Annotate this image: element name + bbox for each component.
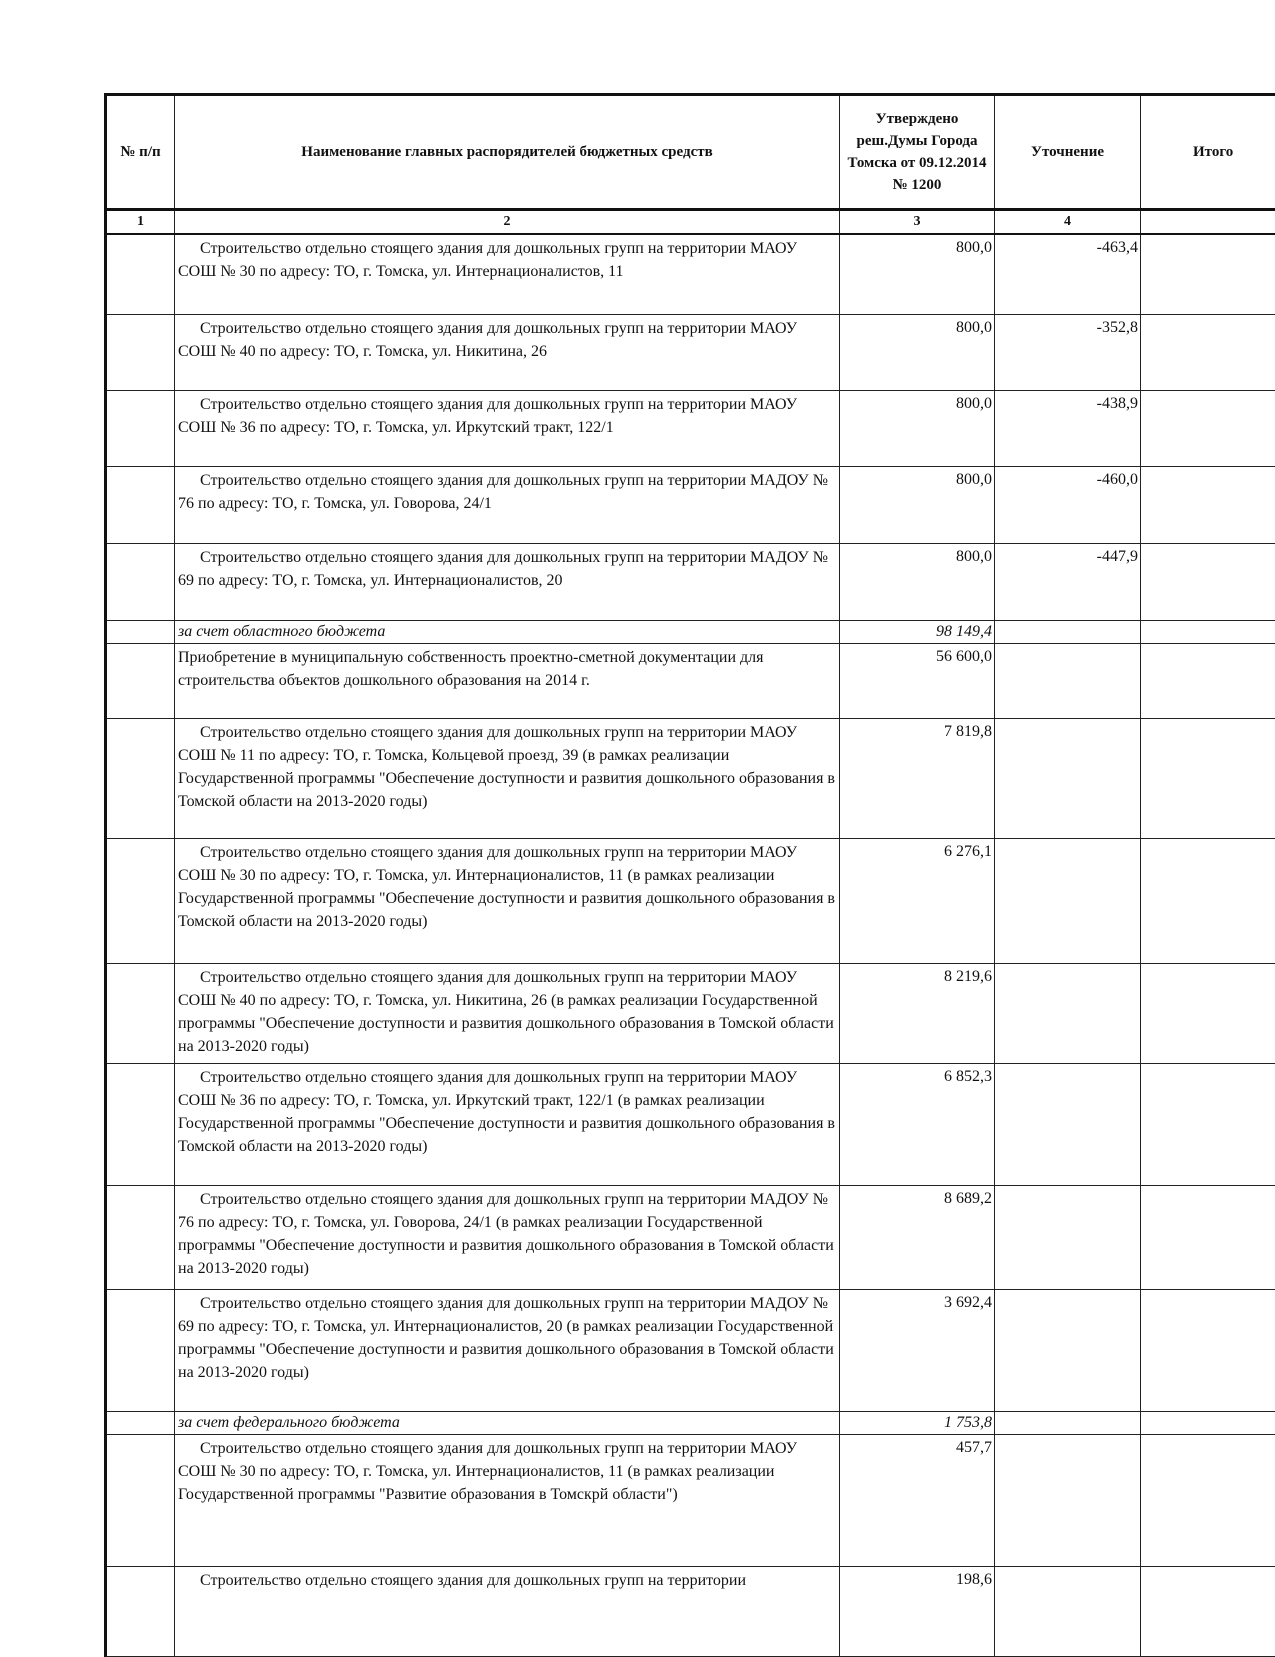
table-row <box>106 1567 1275 1657</box>
row-total-cell <box>1141 315 1275 391</box>
row-name-cell: Строительство отдельно стоящего здания для дошкольных групп на территории МАОУ СОШ № 40 по адресу: ТО, г. Томска, ул. Никитина, 26 <box>175 315 840 391</box>
row-approved-cell: 8 689,2 <box>840 1186 995 1290</box>
row-name-cell: Строительство отдельно стоящего здания для дошкольных групп на территории МАОУ СОШ № 36 по адресу: ТО, г. Томска, ул. Иркутский тракт, 122/1 (в рамках реализации Государственной программы "Обеспечение доступности и развития дошкольного образования в Томской области на 2013-2020 годы) <box>175 1064 840 1186</box>
table-row <box>106 391 1275 467</box>
table-row <box>106 315 1275 391</box>
table-body <box>106 234 1275 1657</box>
row-total-cell <box>1141 1435 1275 1567</box>
row-total-cell <box>1141 964 1275 1064</box>
row-name-cell: Строительство отдельно стоящего здания для дошкольных групп на территории МАОУ СОШ № 40 по адресу: ТО, г. Томска, ул. Никитина, 26 (в рамках реализации Государственной программы "Обеспечение доступности и развития дошкольного образования в Томской области на 2013-2020 годы) <box>175 964 840 1064</box>
row-number-cell <box>106 644 175 719</box>
row-approved-cell: 800,0 <box>840 544 995 621</box>
col-num-4: 4 <box>995 210 1141 234</box>
row-name-cell: Строительство отдельно стоящего здания для дошкольных групп на территории МАОУ СОШ № 30 по адресу: ТО, г. Томска, ул. Интернационалистов, 11 (в рамках реализации Государственной программы "Развитие образования в Томскрй области") <box>175 1435 840 1567</box>
table-row <box>106 644 1275 719</box>
row-approved-cell: 8 219,6 <box>840 964 995 1064</box>
row-name-cell: Строительство отдельно стоящего здания для дошкольных групп на территории МАДОУ № 76 по адресу: ТО, г. Томска, ул. Говорова, 24/1 <box>175 467 840 544</box>
row-change-cell: -352,8 <box>995 315 1141 391</box>
row-name-cell: за счет федерального бюджета <box>175 1412 840 1435</box>
row-change-cell <box>995 1567 1141 1657</box>
row-total-cell <box>1141 1186 1275 1290</box>
row-change-cell: -460,0 <box>995 467 1141 544</box>
row-total-cell <box>1141 719 1275 839</box>
header-name: Наименование главных распорядителей бюджетных средств <box>175 95 840 210</box>
table-row <box>106 544 1275 621</box>
row-approved-cell: 6 852,3 <box>840 1064 995 1186</box>
row-name-cell: Строительство отдельно стоящего здания для дошкольных групп на территории МАДОУ № 69 по адресу: ТО, г. Томска, ул. Интернационалистов, 20 (в рамках реализации Государственной программы "Обеспечение доступности и развития дошкольного образования в Томской области на 2013-2020 годы) <box>175 1290 840 1412</box>
row-change-cell <box>995 644 1141 719</box>
row-total-cell <box>1141 467 1275 544</box>
table-row <box>106 719 1275 839</box>
table-row <box>106 839 1275 964</box>
row-number-cell <box>106 1567 175 1657</box>
row-number-cell <box>106 1290 175 1412</box>
row-number-cell <box>106 1435 175 1567</box>
row-number-cell <box>106 467 175 544</box>
row-approved-cell: 6 276,1 <box>840 839 995 964</box>
row-total-cell <box>1141 1567 1275 1657</box>
row-change-cell <box>995 964 1141 1064</box>
row-number-cell <box>106 544 175 621</box>
row-change-cell <box>995 839 1141 964</box>
row-approved-cell: 800,0 <box>840 467 995 544</box>
budget-table <box>104 93 1275 1657</box>
column-number-row <box>106 210 1275 234</box>
row-total-cell <box>1141 839 1275 964</box>
row-name-cell: Строительство отдельно стоящего здания для дошкольных групп на территории <box>175 1567 840 1657</box>
col-num-5 <box>1141 210 1275 234</box>
row-number-cell <box>106 1412 175 1435</box>
row-name-cell: Строительство отдельно стоящего здания для дошкольных групп на территории МАОУ СОШ № 36 по адресу: ТО, г. Томска, ул. Иркутский тракт, 122/1 <box>175 391 840 467</box>
row-change-cell: -463,4 <box>995 234 1141 315</box>
row-approved-cell: 7 819,8 <box>840 719 995 839</box>
row-total-cell <box>1141 544 1275 621</box>
row-number-cell <box>106 1186 175 1290</box>
row-name-cell: Строительство отдельно стоящего здания для дошкольных групп на территории МАОУ СОШ № 30 по адресу: ТО, г. Томска, ул. Интернационалистов, 11 (в рамках реализации Государственной программы "Обеспечение доступности и развития дошкольного образования в Томской области на 2013-2020 годы) <box>175 839 840 964</box>
row-approved-cell: 198,6 <box>840 1567 995 1657</box>
row-name-cell: Строительство отдельно стоящего здания для дошкольных групп на территории МАОУ СОШ № 30 по адресу: ТО, г. Томска, ул. Интернационалистов, 11 <box>175 234 840 315</box>
row-total-cell <box>1141 1412 1275 1435</box>
row-number-cell <box>106 964 175 1064</box>
row-name-cell: Строительство отдельно стоящего здания для дошкольных групп на территории МАДОУ № 76 по адресу: ТО, г. Томска, ул. Говорова, 24/1 (в рамках реализации Государственной программы "Обеспечение доступности и развития дошкольного образования в Томской области на 2013-2020 годы) <box>175 1186 840 1290</box>
row-change-cell <box>995 1186 1141 1290</box>
row-name-cell: Строительство отдельно стоящего здания для дошкольных групп на территории МАОУ СОШ № 11 по адресу: ТО, г. Томска, Кольцевой проезд, 39 (в рамках реализации Государственной программы "Обеспечение доступности и развития дошкольного образования в Томской области на 2013-2020 годы) <box>175 719 840 839</box>
subtotal-row <box>106 1412 1275 1435</box>
header-number: № п/п <box>106 95 175 210</box>
col-num-3: 3 <box>840 210 995 234</box>
row-number-cell <box>106 1064 175 1186</box>
table-row <box>106 964 1275 1064</box>
table-row <box>106 1064 1275 1186</box>
table-row <box>106 1290 1275 1412</box>
row-approved-cell: 800,0 <box>840 391 995 467</box>
table-row <box>106 1186 1275 1290</box>
col-num-2: 2 <box>175 210 840 234</box>
row-total-cell <box>1141 621 1275 644</box>
row-total-cell <box>1141 391 1275 467</box>
table-row <box>106 467 1275 544</box>
row-change-cell <box>995 621 1141 644</box>
col-num-1: 1 <box>106 210 175 234</box>
row-approved-cell: 800,0 <box>840 234 995 315</box>
row-change-cell <box>995 1412 1141 1435</box>
row-name-cell: за счет областного бюджета <box>175 621 840 644</box>
row-total-cell <box>1141 644 1275 719</box>
row-approved-cell: 98 149,4 <box>840 621 995 644</box>
table-row <box>106 1435 1275 1567</box>
row-change-cell <box>995 1435 1141 1567</box>
row-number-cell <box>106 719 175 839</box>
header-change: Уточнение <box>995 95 1141 210</box>
row-total-cell <box>1141 234 1275 315</box>
table-row <box>106 234 1275 315</box>
row-approved-cell: 3 692,4 <box>840 1290 995 1412</box>
row-approved-cell: 1 753,8 <box>840 1412 995 1435</box>
row-number-cell <box>106 234 175 315</box>
row-change-cell: -438,9 <box>995 391 1141 467</box>
row-approved-cell: 457,7 <box>840 1435 995 1567</box>
header-total: Итого <box>1141 95 1275 210</box>
row-approved-cell: 56 600,0 <box>840 644 995 719</box>
row-name-cell: Приобретение в муниципальную собственность проектно-сметной документации для строительства объектов дошкольного образования на 2014 г. <box>175 644 840 719</box>
row-number-cell <box>106 391 175 467</box>
row-name-cell: Строительство отдельно стоящего здания для дошкольных групп на территории МАДОУ № 69 по адресу: ТО, г. Томска, ул. Интернационалистов, 20 <box>175 544 840 621</box>
row-number-cell <box>106 839 175 964</box>
budget-table-container <box>104 93 1275 1657</box>
header-approved: Утверждено реш.Думы Города Томска от 09.12.2014 № 1200 <box>840 95 995 210</box>
row-number-cell <box>106 315 175 391</box>
header-row <box>106 95 1275 210</box>
row-change-cell: -447,9 <box>995 544 1141 621</box>
row-total-cell <box>1141 1064 1275 1186</box>
row-change-cell <box>995 719 1141 839</box>
subtotal-row <box>106 621 1275 644</box>
row-approved-cell: 800,0 <box>840 315 995 391</box>
row-number-cell <box>106 621 175 644</box>
row-total-cell <box>1141 1290 1275 1412</box>
row-change-cell <box>995 1064 1141 1186</box>
row-change-cell <box>995 1290 1141 1412</box>
